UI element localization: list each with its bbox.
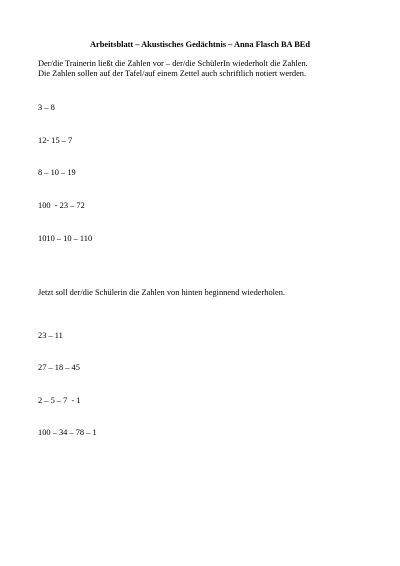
forward-sequence: 8 – 10 – 19 xyxy=(38,168,76,177)
intro-line: Die Zahlen sollen auf der Tafel/auf einem Zettel auch schriftlich notiert werden. xyxy=(38,69,307,78)
forward-sequence: 3 – 8 xyxy=(38,103,55,112)
intro-paragraph xyxy=(38,59,368,79)
reverse-sequence: 2 – 5 – 7 - 1 xyxy=(38,396,81,405)
reverse-sequence: 27 – 18 – 45 xyxy=(38,363,80,372)
forward-sequence: 1010 – 10 – 110 xyxy=(38,234,93,243)
forward-sequence: 12- 15 – 7 xyxy=(38,136,73,145)
worksheet-title: Arbeitsblatt – Akustisches Gedächtnis – Anna Flasch BA BEd xyxy=(89,40,311,49)
reverse-instruction: Jetzt soll der/die Schülerin die Zahlen von hinten beginnend wiederholen. xyxy=(38,288,285,297)
reverse-sequence: 23 – 11 xyxy=(38,331,63,340)
forward-sequence: 100 - 23 – 72 xyxy=(38,201,85,210)
intro-line: Der/die Trainerin ließt die Zahlen vor – der/die SchülerIn wiederholt die Zahlen. xyxy=(38,59,308,68)
reverse-sequence: 100 – 34 – 78 – 1 xyxy=(38,428,97,437)
